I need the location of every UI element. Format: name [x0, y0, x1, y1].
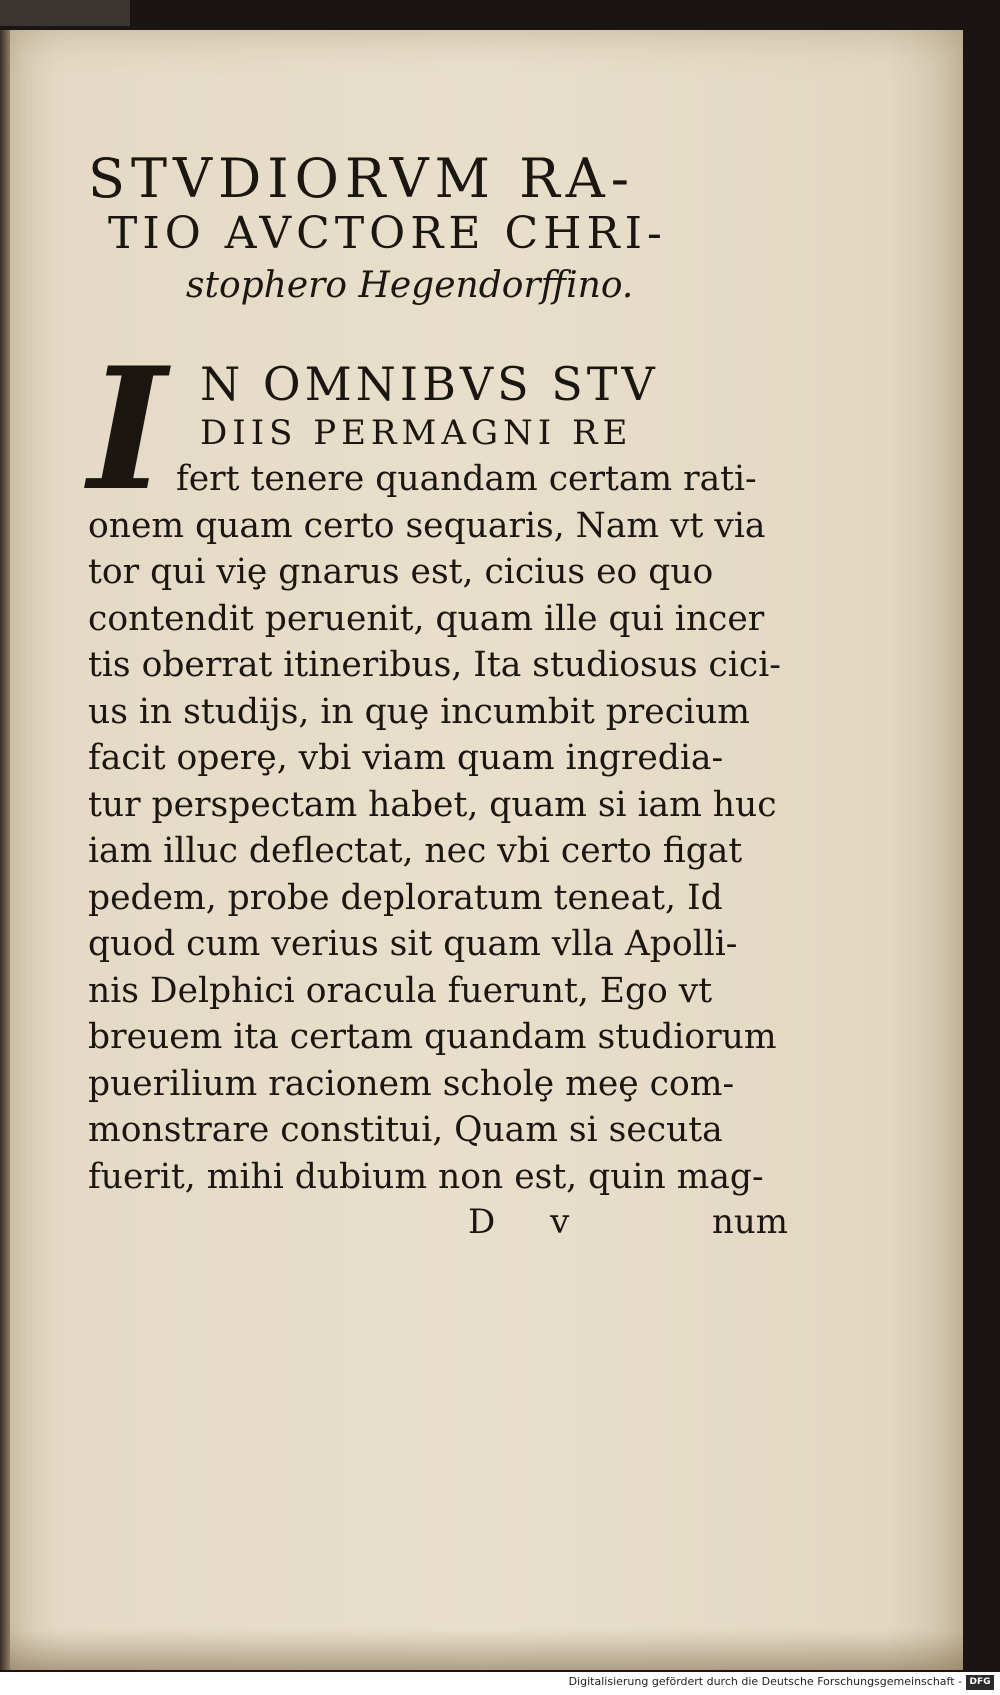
caps-line-1: N OMNIBVS STV	[200, 357, 659, 411]
signature-mark: D v	[468, 1202, 592, 1242]
text-line: quod cum verius sit quam vlla Apolli-	[88, 924, 738, 964]
text-line: contendit peruenit, quam ille qui incer	[88, 598, 765, 639]
caps-line-2: DIIS PERMAGNI RE	[200, 413, 633, 453]
text-line: monstrare constitui, Quam si secuta	[88, 1110, 723, 1150]
text-line: nis Delphici oracula fuerunt, Ego vt	[88, 970, 713, 1011]
title-line-1: STVDIORVM RA-	[88, 147, 635, 210]
text-line: tor qui viȩ gnarus est, cicius eo quo	[88, 552, 714, 592]
text-line: us in studijs, in quȩ incumbit precium	[88, 691, 751, 732]
page-binding-edge	[0, 30, 10, 1670]
scan-border-top	[0, 0, 130, 26]
text-line: fert tenere quandam certam rati-	[176, 459, 757, 499]
catchword: num	[711, 1202, 788, 1242]
text-line: tur perspectam habet, quam si iam huc	[88, 784, 777, 825]
text-line: tis oberrat itineribus, Ita studiosus cici-	[88, 645, 781, 685]
text-line: breuem ita certam quandam studiorum	[88, 1017, 777, 1057]
text-line: puerilium racionem scholȩ meȩ com-	[88, 1063, 735, 1104]
page-foot	[88, 1202, 788, 1242]
title-line-3: stophero Hegendorffino.	[186, 265, 634, 306]
dfg-logo: DFG	[966, 1675, 994, 1690]
page-title	[88, 147, 788, 312]
decorated-initial: I	[88, 330, 167, 528]
text-line: fuerit, mihi dubium non est, quin mag-	[88, 1156, 764, 1197]
book-page	[8, 30, 963, 1670]
text-line: facit operȩ, vbi viam quam ingredia-	[88, 738, 724, 778]
page-text	[88, 147, 788, 1242]
text-line: iam illuc deflectat, nec vbi certo figat	[88, 831, 743, 871]
text-line: pedem, probe deploratum teneat, Id	[88, 877, 723, 918]
title-line-2: TIO AVCTORE CHRI-	[108, 208, 667, 259]
funding-credit: Digitalisierung gefördert durch die Deutsche Forschungsgemeinschaft -	[568, 1675, 962, 1688]
body-text	[88, 330, 788, 1242]
footer-bar	[0, 1672, 1000, 1695]
text-line: onem quam certo sequaris, Nam vt via	[88, 505, 766, 546]
